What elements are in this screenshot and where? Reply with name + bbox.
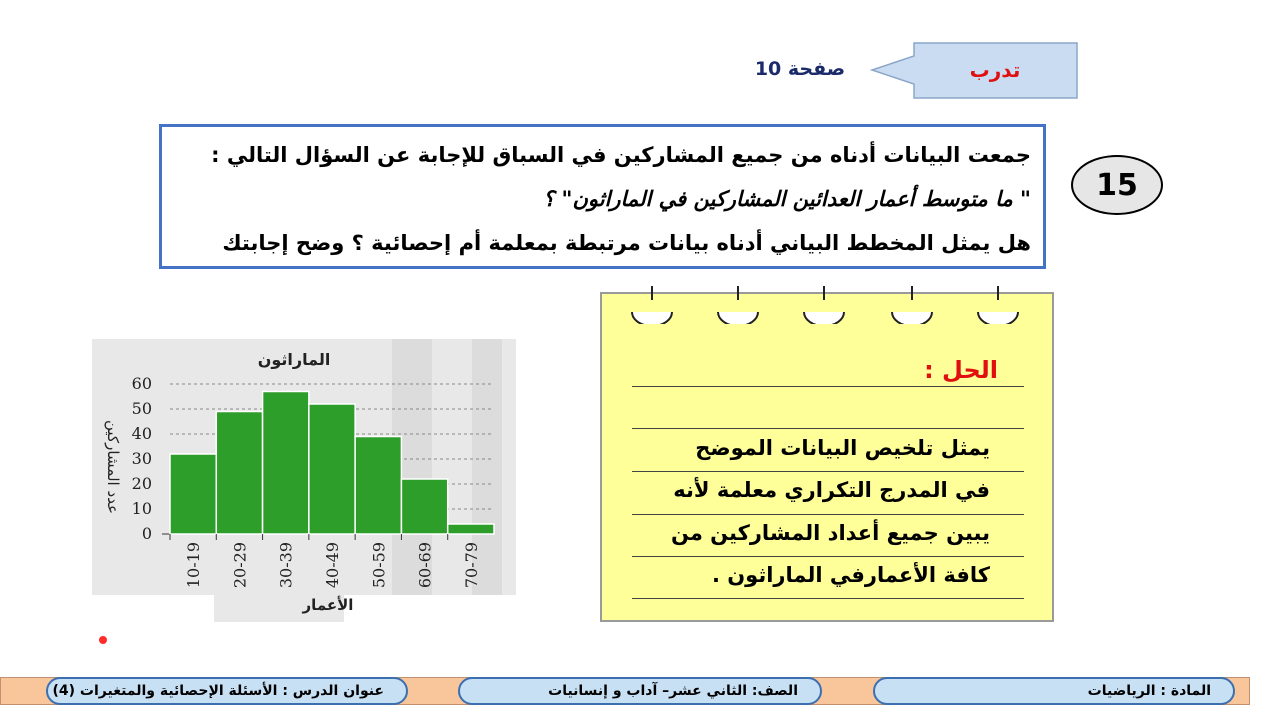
solution-label: الحل : [924,356,998,384]
chart-bar [448,524,494,534]
chart-x-tick-label: 60-69 [415,542,435,589]
chart-y-tick-label: 10 [131,499,152,518]
chart-x-tick-label: 40-49 [323,542,342,589]
solution-line-4: كافة الأعمارفي الماراثون . [711,563,990,587]
chart-x-axis-label: الأعمار [302,596,354,614]
chart-x-tick-label: 50-59 [369,542,389,589]
chart-y-axis-label: عدد المشاركين [104,420,122,514]
solution-note-card [600,292,1054,622]
question-box [159,124,1046,269]
solution-line-2: في المدرج التكراري معلمة لأنه [673,478,990,502]
chart-bar [355,437,401,535]
chart-bar [170,454,216,534]
chart-x-tick-label: 70-79 [461,542,481,589]
footer-subject-text: المادة : الرياضيات [1087,683,1211,699]
ring-hole-icon [972,286,1024,324]
chart-x-tick-label: 10-19 [184,542,204,589]
ring-hole-icon [886,286,938,324]
x-axis-label-box [214,592,354,622]
note-rule-line [632,428,1024,429]
chart-bar [263,392,309,535]
chart-y-tick-label: 40 [131,424,152,443]
question-line-1: جمعت البيانات أدناه من جميع المشاركين في السباق للإجابة عن السؤال التالي : [211,143,1031,167]
note-rule-line [632,556,1024,557]
note-rule-line [632,598,1024,599]
tab-label: تدرب [969,58,1021,82]
chart-y-tick-label: 20 [131,474,152,493]
question-number-badge: 15 [1071,155,1163,215]
chart-x-tick-label: 20-29 [230,542,250,589]
ring-hole-icon [626,286,678,324]
chart-y-tick-label: 30 [131,449,152,468]
chart-y-tick-label: 60 [131,374,152,393]
chart-bar [216,412,262,535]
solution-line-3: يبين جميع أعداد المشاركين من [670,521,990,545]
note-rule-line [632,471,1024,472]
chart-bar [309,404,355,534]
histogram-chart [92,339,516,595]
chart-y-tick-label: 0 [141,524,152,543]
question-line-2: " ما متوسط أعمار العدائين المشاركين في الماراثون" ؟ [543,187,1031,211]
ring-hole-icon [798,286,850,324]
footer-subject-pill [873,677,1235,705]
footer-grade-pill [458,677,822,705]
question-line-3: هل يمثل المخطط البياني أدناه بيانات مرتبطة بمعلمة أم إحصائية ؟ وضح إجابتك [222,231,1031,255]
footer-lesson-pill [46,677,408,705]
pointer-dot [99,636,107,644]
chart-y-tick-label: 50 [131,399,152,418]
footer-lesson-text: عنوان الدرس : الأسئلة الإحصائية والمتغيرات (4) [52,683,384,699]
solution-line-1: يمثل تلخيص البيانات الموضح [695,436,990,460]
chart-x-tick-label: 30-39 [276,542,296,589]
note-rule-line [632,514,1024,515]
ring-hole-icon [712,286,764,324]
footer-grade-text: الصف: الثاني عشر– آداب و إنسانيات [548,683,798,699]
histogram-panel [92,339,516,595]
chart-bar [401,479,447,534]
chart-title: الماراثون [257,350,331,369]
note-rule-line [632,386,1024,387]
page-reference: صفحة 10 [754,58,846,80]
